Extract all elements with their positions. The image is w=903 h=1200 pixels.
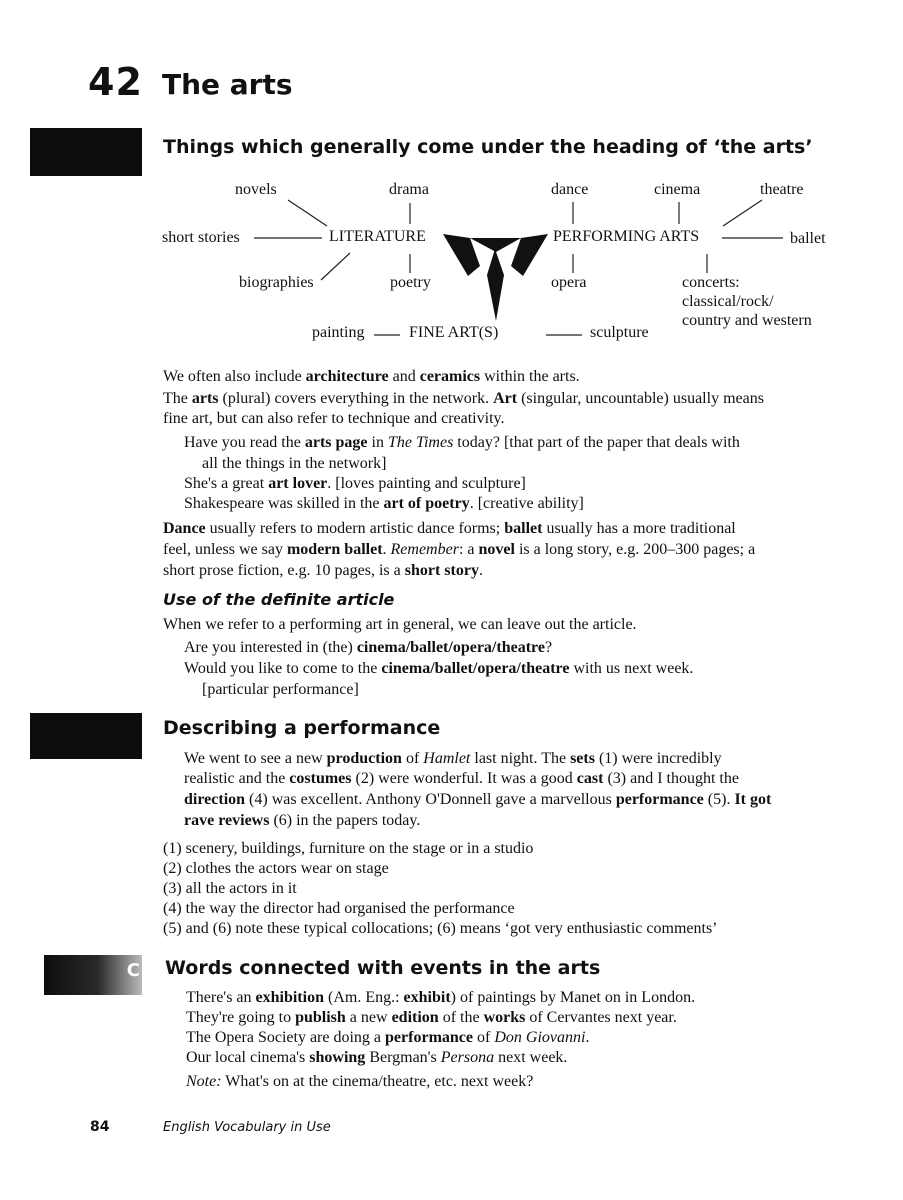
line-biographies [321, 253, 350, 280]
label-concerts-genres: classical/rock/ [682, 293, 774, 310]
label-biographies: biographies [239, 274, 314, 291]
label-cinema: cinema [654, 181, 701, 198]
arts-diagram [150, 176, 850, 356]
label-ballet: ballet [790, 230, 826, 247]
line-novels [288, 200, 327, 226]
line-theatre [723, 200, 762, 226]
performance-note: (2) clothes the actors wear on stage [163, 860, 389, 877]
para-dance-cont: feel, unless we say modern ballet. Remember: a novel is a long story, e.g. 200–300 pages; a [163, 541, 756, 558]
unit-number: 42 [88, 60, 143, 104]
performance-note: (3) all the actors in it [163, 880, 297, 897]
label-performing-arts: PERFORMING ARTS [553, 228, 700, 245]
section-c-marker [44, 955, 142, 995]
para-architecture: We often also include architecture and ceramics within the arts. [163, 368, 580, 385]
arrow-fine-art [487, 249, 504, 321]
performance-note: (5) and (6) note these typical collocations; (6) means ‘got very enthusiastic comments’ [163, 920, 718, 937]
example-art-of-poetry: Shakespeare was skilled in the art of poetry. [creative ability] [184, 495, 584, 512]
performance-text-line-2: realistic and the costumes (2) were wonderful. It was a good cast (3) and I thought the [184, 770, 739, 787]
events-line-note: Note: What's on at the cinema/theatre, etc. next week? [186, 1073, 534, 1090]
label-sculpture: sculpture [590, 324, 649, 341]
para-arts-plural-cont: fine art, but can also refer to technique and creativity. [163, 410, 505, 427]
events-line-exhibition: There's an exhibition (Am. Eng.: exhibit) of paintings by Manet on in London. [186, 989, 696, 1006]
events-line-opera: The Opera Society are doing a performance of Don Giovanni. [186, 1029, 590, 1046]
label-concerts-country: country and western [682, 312, 812, 329]
page-number: 84 [90, 1119, 110, 1135]
section-b-marker [30, 713, 142, 759]
para-definite-article: When we refer to a performing art in general, we can leave out the article. [163, 616, 637, 633]
label-literature: LITERATURE [329, 228, 426, 245]
example-particular-performance: [particular performance] [202, 681, 359, 698]
section-a-heading: Things which generally come under the heading of ‘the arts’ [163, 136, 813, 158]
label-dance: dance [551, 181, 589, 198]
performance-text-line-1: We went to see a new production of Hamlet last night. The sets (1) were incredibly [184, 750, 722, 767]
label-opera: opera [551, 274, 587, 291]
label-poetry: poetry [390, 274, 431, 291]
performance-text-line-4: rave reviews (6) in the papers today. [184, 812, 421, 829]
example-would-you-like: Would you like to come to the cinema/ballet/opera/theatre with us next week. [184, 660, 694, 677]
label-novels: novels [235, 181, 277, 198]
label-short-stories: short stories [162, 229, 240, 246]
example-art-lover: She's a great art lover. [loves painting and sculpture] [184, 475, 526, 492]
section-c-label: C [126, 960, 140, 981]
events-line-cinema: Our local cinema's showing Bergman's Persona next week. [186, 1049, 568, 1066]
example-arts-page-cont: all the things in the network] [202, 455, 387, 472]
section-c-heading: Words connected with events in the arts [165, 957, 601, 979]
label-painting: painting [312, 324, 365, 341]
sub-heading-definite-article: Use of the definite article [163, 590, 395, 609]
label-drama: drama [389, 181, 429, 198]
para-arts-plural: The arts (plural) covers everything in the network. Art (singular, uncountable) usually means [163, 390, 764, 407]
para-dance: Dance usually refers to modern artistic dance forms; ballet usually has a more traditional [163, 520, 736, 537]
performance-note: (1) scenery, buildings, furniture on the stage or in a studio [163, 840, 534, 857]
arrow-centre [470, 238, 521, 252]
performance-text-line-3: direction (4) was excellent. Anthony O'Donnell gave a marvellous performance (5). It got [184, 791, 772, 808]
para-dance-end: short prose fiction, e.g. 10 pages, is a short story. [163, 562, 483, 579]
example-arts-page: Have you read the arts page in The Times today? [that part of the paper that deals with [184, 434, 740, 451]
label-concerts: concerts: [682, 274, 740, 291]
section-a-marker [30, 128, 142, 176]
section-b-heading: Describing a performance [163, 717, 441, 739]
events-line-publish: They're going to publish a new edition of the works of Cervantes next year. [186, 1009, 677, 1026]
performance-note: (4) the way the director had organised the performance [163, 900, 515, 917]
book-title: English Vocabulary in Use [163, 1120, 331, 1135]
label-theatre: theatre [760, 181, 804, 198]
example-interested: Are you interested in (the) cinema/ballet/opera/theatre? [184, 639, 553, 656]
unit-title: The arts [162, 68, 293, 101]
label-fine-arts: FINE ART(S) [409, 324, 499, 341]
